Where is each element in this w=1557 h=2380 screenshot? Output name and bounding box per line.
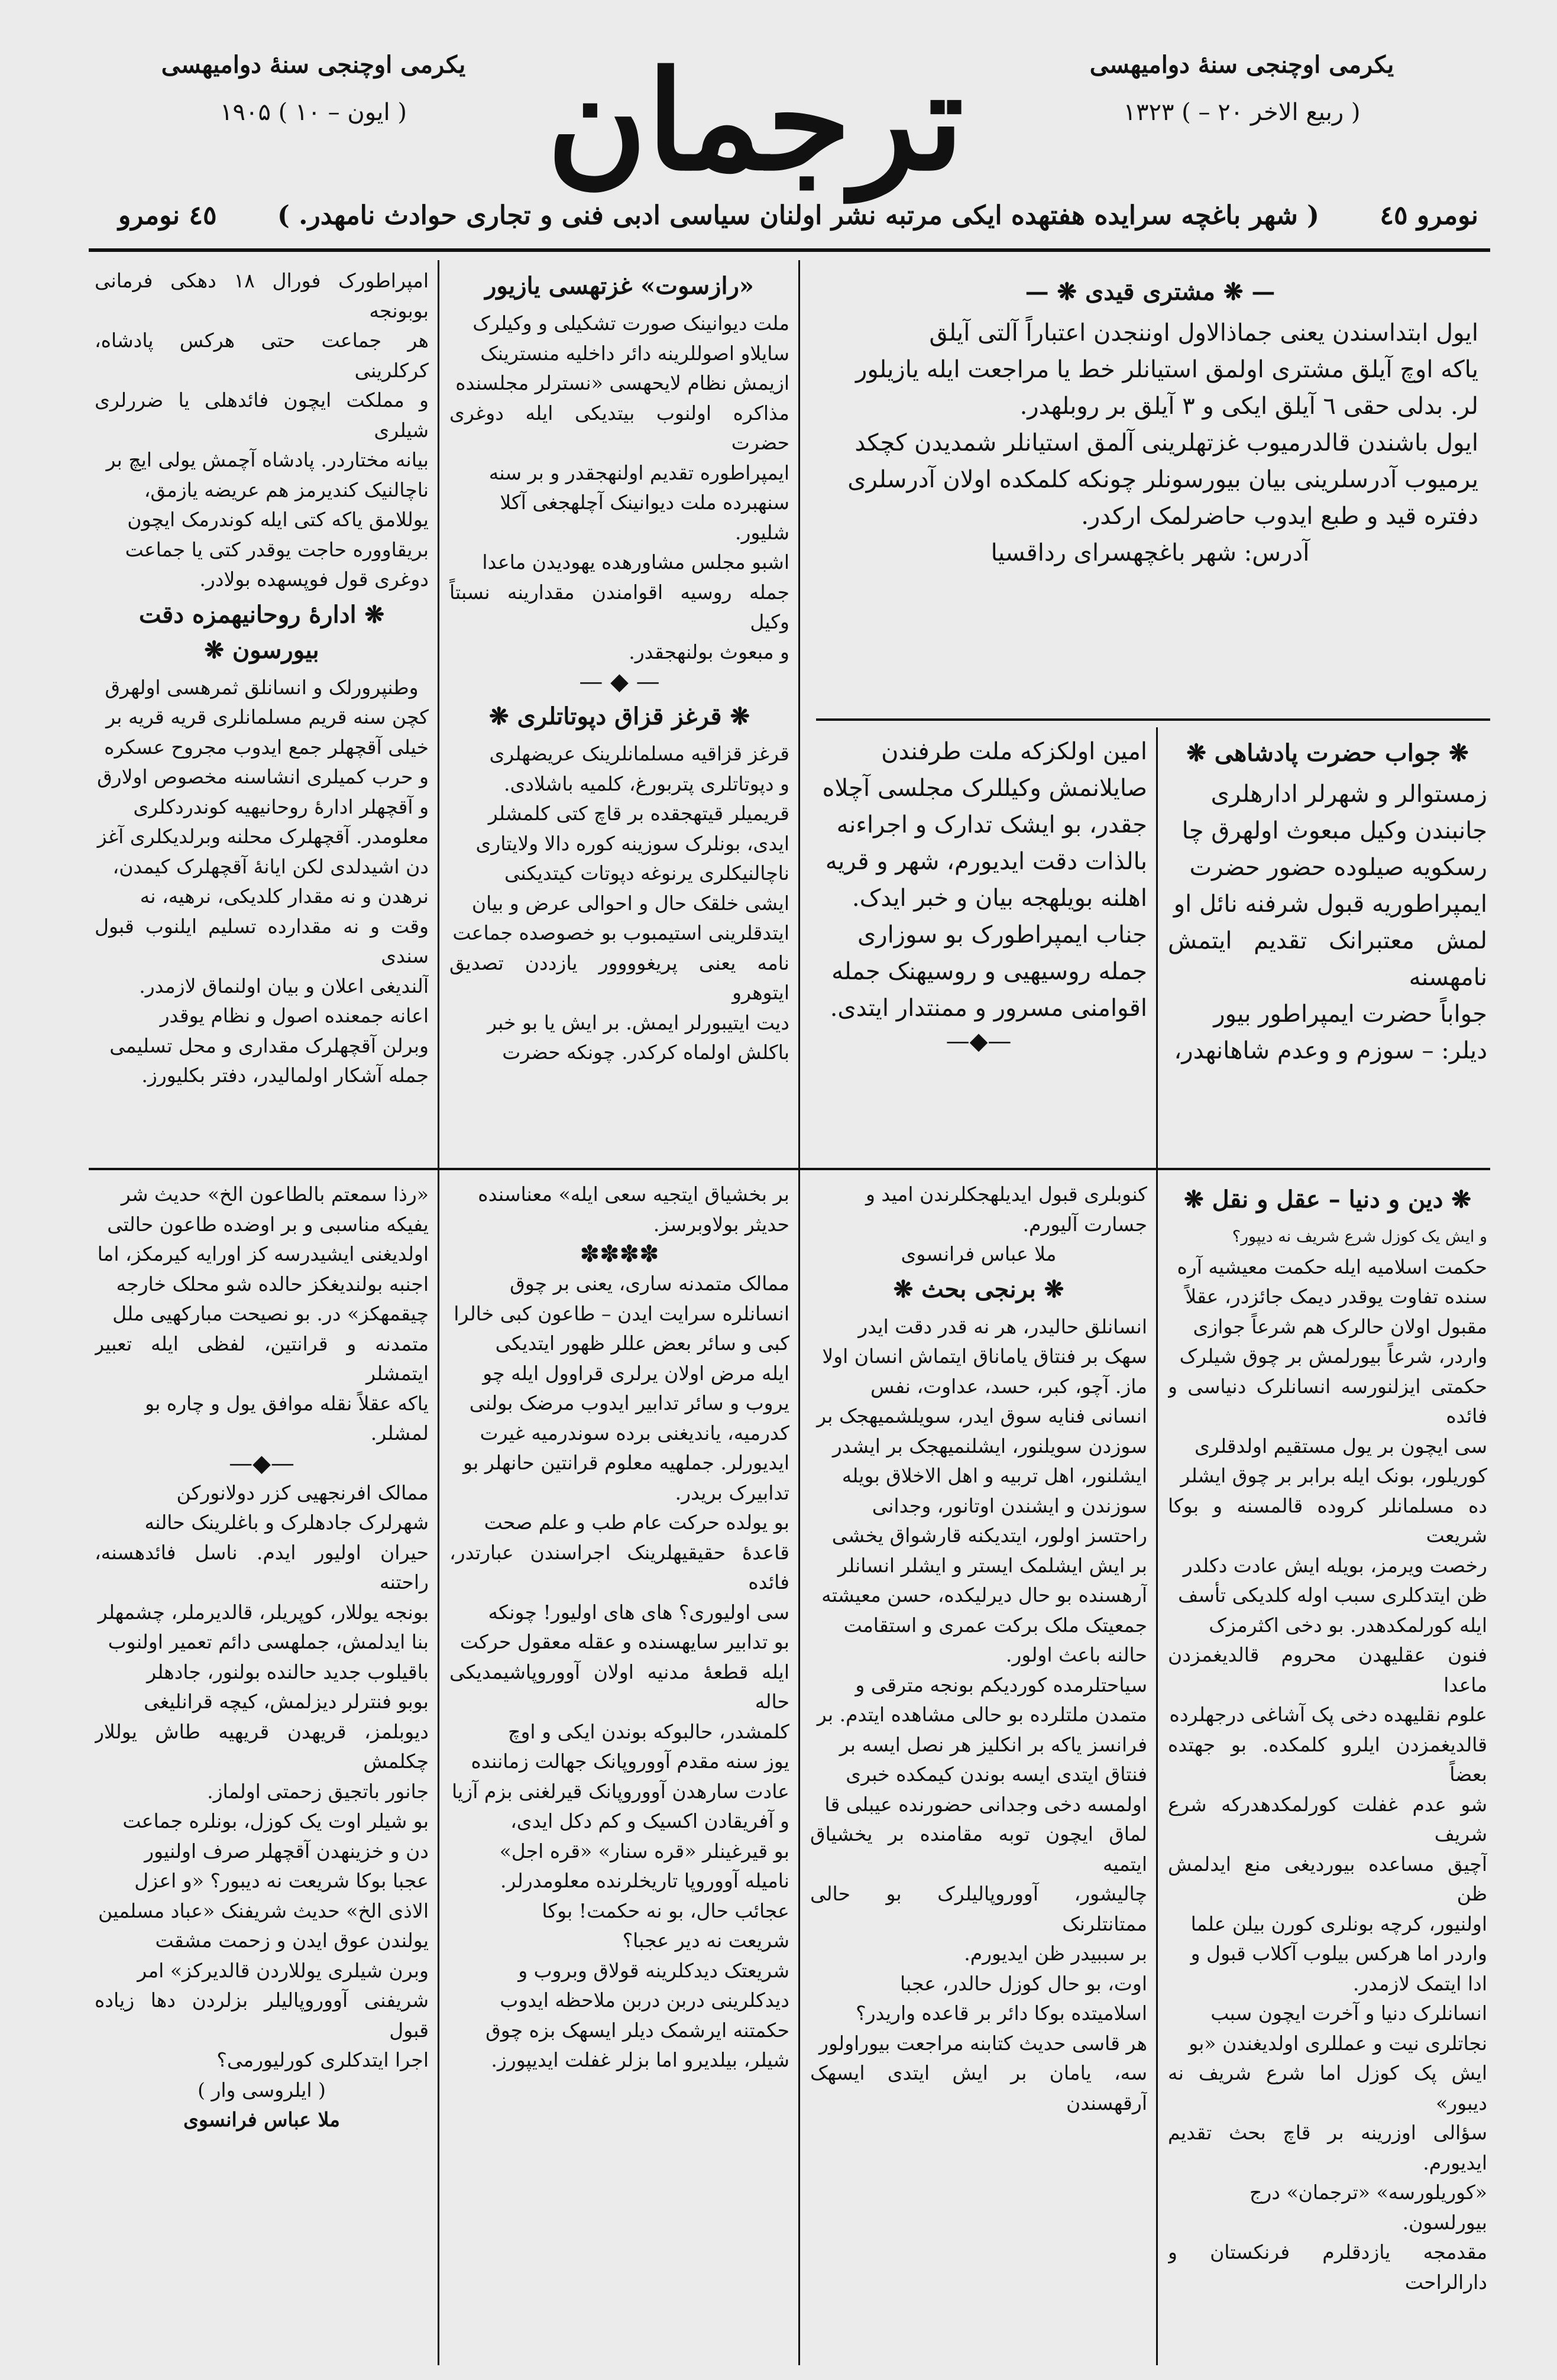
issue-number-right: نومرو ٤٥: [1380, 200, 1478, 231]
quarantine-line: سی اولیوری؟ های های اولیور! چونکه: [488, 1600, 789, 1624]
europe-line: باقیلوب جدید حالنده بولنور، جادهلر: [147, 1660, 429, 1683]
reply-heading: ❋ جواب حضرت پادشاهی ❋: [1186, 739, 1469, 767]
vatan-line: هر جماعت حتی هرکس پادشاه، کرکلرینی: [95, 329, 429, 382]
delegates-line: صایلانمش وکیللرک مجلسی آچلاه: [822, 775, 1147, 802]
kazakh-heading: ❋ قرغز قزاق دپوتاتلری ❋: [489, 702, 750, 730]
discussion-line: اولمسه دخی وجدانی حضورنده عیبلی قا: [824, 1792, 1147, 1816]
vatan-line: نرهدن و نه مقدار کلدیکی، نرهیه، نه: [140, 885, 429, 908]
gazette-heading: «رازسوت» غزتهسی یازیور: [485, 272, 754, 300]
discussion-line: ماز. آچو، کبر، حسد، عداوت، نفس: [870, 1374, 1147, 1398]
religion-line: شو عدم غفلت کورلمکدهدرکه شرع شریف: [1168, 1792, 1487, 1845]
europe-line: متمدنه و قرانتین، لفظی ایله تعبیر ایتمشلر: [95, 1332, 429, 1385]
discussion-heading: ❋ برنجی بحث ❋: [893, 1275, 1064, 1303]
right-year-line: یکرمی اوچنجی سنهٔ دوامیهسی: [1089, 51, 1394, 79]
subscription-address: آدرس: شهر باغچهسرای رداقسیا: [990, 539, 1310, 566]
masthead-title: ترجمان: [546, 41, 964, 201]
discussion-line: کنوبلری قبول ایدیلهجکلرندن امید و: [865, 1183, 1147, 1206]
religion-line: قالدیغمزدن ایلرو کلمکده. بو جهتده بعضاً: [1168, 1733, 1487, 1786]
religion-line: اولنیور، کرچه بونلری کورن بیلن علما: [1190, 1912, 1487, 1935]
delegates-line: اهلنه بویلهجه بیان و خبر ایدک.: [852, 885, 1147, 912]
europe-line: بوبو فنترلر دیزلمش، کیچه قرانلیغی: [144, 1690, 429, 1713]
vatan-line: و آقچهلر ادارهٔ روحانیهیه کوندردکلری: [133, 795, 429, 818]
reply-line: رسکویه صیلوده حضور حضرت: [1189, 854, 1487, 881]
europe-line: اجنبه بولندیغکز حالده شو محلک خارجه: [116, 1272, 429, 1296]
gazette-line: ازیمش نظام لایحهسی «نسترلر مجلسنده: [455, 371, 789, 394]
europe-line: اولدیغنی ایشیدرسه کز اورایه کیرمکز، اما: [97, 1242, 429, 1265]
quarantine-line: عادت سارهدن آووروپانک قیرلغنی بزم آزیا: [452, 1779, 789, 1803]
column-divider-3: [1156, 727, 1158, 2365]
discussion-line: انسانی فنایه سوق ایدر، سویلشمیهجک بر: [817, 1404, 1147, 1427]
europe-line: جانور باتجیق زحمتی اولماز.: [207, 1779, 429, 1803]
vatan-line: و حرب کمیلری انشاسنه مخصوص اولارق: [97, 765, 429, 788]
divider-ornament: — ◆ —: [579, 668, 660, 695]
column-europe: [95, 1180, 429, 2362]
quarantine-line: شریعتک دیدکلرینه قولاق وبروب و: [518, 1958, 789, 1982]
kazakh-line: و دپوتاتلری پتربورغ، کلمیه باشلادی.: [503, 772, 789, 795]
vatan-line: و مملکت ایچون فائدهلی یا ضررلری شیلری: [95, 388, 429, 442]
subscription-heading: — ❋ مشتری قیدی ❋ —: [1025, 278, 1276, 306]
subscription-rule: [816, 718, 1490, 721]
right-date-line: ( ربیع الاخر ۲۰ – ) ۱۳۲۳: [1123, 99, 1361, 126]
religion-line: مقدمجه یازدقلرم فرنکستان و دارالراحت: [1168, 2240, 1487, 2294]
vatan-line: وقت و نه مقدارده تسلیم ایلنوب قبول سندی: [95, 914, 429, 967]
religion-line: ادا ایتمک لازمدر.: [1352, 1971, 1487, 1995]
divider-ornament: ✽✽✽✽: [580, 1241, 659, 1268]
discussion-line: حالنه باعث اولور.: [1005, 1643, 1147, 1666]
gazette-line: سنهبرده ملت دیوانینک آچلهجغی آکلا: [500, 491, 789, 514]
religion-line: «کوریلورسه» «ترجمان» درج: [1250, 2181, 1487, 2204]
europe-line: ممالک افرنجهیی کزر دولانورکن: [176, 1481, 429, 1504]
europe-line: بونجه یوللار، کوپریلر، قالدیرملر، چشمهلر: [98, 1600, 429, 1624]
kazakh-line: ایتدقلرینی استیمبوب بو خصوصده جماعت: [452, 921, 789, 944]
quarantine-line: یوز سنه مقدم آووروپانک جهالت زماننده: [471, 1750, 789, 1773]
discussion-line: لماق ایچون توبه مقامنده بر یخشیاق ایتمیه: [810, 1822, 1147, 1876]
column-gazette: [449, 266, 789, 1159]
vatan-line: بریقاووره حاجت یوقدر کتی یا جماعت: [125, 537, 429, 561]
discussion-line: چالیشور، آووروپالیلرک بو حالی ممتانتلرنک: [810, 1882, 1147, 1935]
article-signature: ملا عباس فرانسوی: [183, 2108, 340, 2131]
religion-line: واردر اما هرکس بیلوب آکلاب قبول و: [1190, 1942, 1487, 1965]
quarantine-line: کبی و سائر بعض عللر ظهور ایتدیکی: [495, 1332, 789, 1355]
quarantine-line: شریعت نه دیر عجبا؟: [622, 1929, 789, 1952]
column-first-discussion: [810, 1180, 1147, 2362]
quarantine-line: بر بخشیاق ایتجیه سعی ایله» معناسنده: [478, 1183, 789, 1206]
gazette-line: ایمپراطوره تقدیم اولنهجقدر و بر سنه: [488, 461, 789, 484]
discussion-line: سوزندن و ایشندن اوتانور، وجدانی: [872, 1494, 1147, 1517]
discussion-line: بر ایش ایشلمک ایستر و ایشلر انسانلر: [837, 1553, 1147, 1577]
vatan-line: امپراطورک فورال ۱۸ دهکی فرمانی بوبونجه: [95, 269, 429, 322]
quarantine-line: بو تدابیر سایهسنده و عقله معقول حرکت: [459, 1630, 789, 1653]
masthead-tagline: ( شهر باغچه سرایده هفتهده ایکی مرتبه نشر اولنان سیاسی ادبی فنی و تجاری حوادث نامهدر. ): [277, 200, 1319, 231]
kazakh-line: ناچالنیکلری یرنوغه دپوتات کیتدیکنی: [504, 862, 789, 885]
masthead-left-corner: [106, 41, 520, 136]
religion-line: حکمت اسلامیه ایله حکمت معیشیه آره: [1177, 1255, 1487, 1278]
column-divider-1: [438, 260, 439, 2365]
vatan-line: کچن سنه قریم مسلمانلری قریه قریه بر: [106, 705, 429, 728]
europe-line: یفیکه مناسبی و بر اوضده طاعون حالتی: [107, 1212, 429, 1236]
quarantine-line: و آفریقادن اکسیک و کم دکل ایدی،: [510, 1809, 789, 1832]
delegates-line: بالذات دقت ایدیورم، شهر و قریه: [825, 848, 1147, 875]
religion-line: سؤالی اوزرینه بر قاچ بحث تقدیم ایدیورم.: [1168, 2121, 1487, 2174]
quarantine-line: انسانلره سرایت ایدن – طاعون کبی خالرا: [454, 1301, 789, 1325]
delegates-line: جناب ایمپراطورک بو سوزاری: [857, 921, 1147, 948]
kazakh-line: قریمیلر قیتهجقده بر قاچ کتی کلمشلر: [488, 802, 789, 825]
vatan-line: آلندیغی اعلان و بیان اولنماق لازمدر.: [139, 974, 429, 998]
discussion-line: سوزدن سویلنور، ایشلنمیهجک بر ایشدر: [832, 1434, 1147, 1458]
discussion-line: جسارت آلیورم.: [1022, 1212, 1147, 1236]
religion-line: فنون عقلیهدن محروم قالدیغمزدن ماعدا: [1168, 1643, 1487, 1696]
discussion-signature: ملا عباس فرانسوی: [901, 1242, 1057, 1265]
reply-line: ایمپراطوریه قبول شرفنه نائل او: [1173, 891, 1487, 918]
quarantine-line: نامیله آووروپا تاریخلرنده معلومدرلر.: [500, 1869, 789, 1892]
discussion-line: فنتاق ایتدی ایسه بوندن کیمکده خبری: [846, 1763, 1147, 1786]
europe-line: دن و خزینهدن آقچهلر صرف اولنیور: [144, 1839, 429, 1863]
europe-line: یاکه عقلاً نقله موافق یول و چاره بو: [145, 1391, 429, 1415]
europe-line: دیوبلمز، قریهدن قریهیه طاش یوللار چکلمش: [95, 1720, 429, 1773]
europe-line: چیقمهکز» در. بو نصیحت مبارکهیی ملل: [112, 1302, 429, 1325]
subscription-line: یرمیوب آدرسلرینی بیان بیورسونلر چونکه کلمکده اولان آدرسلری: [847, 466, 1478, 493]
vatan-line: اعانه جمعنده اصول و نظام یوقدر: [160, 1004, 429, 1027]
europe-line: وبرن شیلری یوللاردن قالدیرکز» امر: [137, 1958, 429, 1982]
kazakh-line: ایدی، بونلرک سوزینه کوره دالا ولایتاری: [475, 831, 789, 855]
kazakh-line: ایشی خلقک حال و احوالی عرض و بیان: [471, 891, 789, 915]
europe-line: اجرا ایتدکلری کورلیورمی؟: [216, 2048, 429, 2071]
quarantine-line: ایدیورلر. جملهیه معلوم قرانتین حانهلر بو: [463, 1451, 789, 1474]
quarantine-line: بو قیرغینلر «قره سنار» «قره اجل»: [499, 1839, 789, 1863]
religion-line: ده مسلمانلر کروده قالمسنه و بوکا شریعت: [1168, 1494, 1487, 1547]
kazakh-line: قرغز قزاقیه مسلمانلرینک عریضهلری: [489, 742, 789, 765]
religion-line: آچیق مساعده بیوردیغی منع ایدلمش ظن: [1168, 1852, 1487, 1905]
discussion-line: ایشلنور، اهل تربیه و اهل الاخلاق بویله: [841, 1464, 1147, 1487]
vatan-line: بیانه مختاردر. پادشاه آچمش یولی ایچ بر: [106, 448, 429, 471]
gazette-line: شلیور.: [734, 520, 789, 544]
europe-line: لمشلر.: [370, 1421, 429, 1445]
discussion-line: آرهسنده بو حال دیرلیکده، حسن معیشته: [821, 1584, 1147, 1607]
europe-line: بنا ایدلمش، جملهسی دائم تعمیر اولنوب: [108, 1630, 429, 1653]
vatan-line: دن اشیدلدی لکن ایانهٔ آقچهلرک کیمدن،: [112, 854, 429, 878]
masthead-subline: [118, 195, 1478, 237]
religion-line: ظن ایتدکلری سبب اوله کلدیکی تأسف: [1178, 1584, 1487, 1607]
quarantine-line: ایله مرض اولان یرلری قراوول ایله چو: [483, 1361, 789, 1385]
quarantine-line: عجائب حال، بو نه حکمت! بوکا: [542, 1899, 789, 1922]
delegates-line: اقوامنی مسرور و ممنتدار ایتدی.: [830, 995, 1147, 1022]
religion-line: انسانلرک دنیا و آخرت ایچون سبب: [1210, 2002, 1487, 2025]
quarantine-line: شیلر، بیلدیرو اما بزلر غفلت ایدیپورز.: [491, 2048, 789, 2071]
religion-quote: و ایش یک کوزل شرع شریف نه دیپور؟: [1232, 1228, 1487, 1246]
gazette-line: مذاکره اولنوب بیتدیکی ایله دوغری حضرت: [449, 401, 789, 454]
religion-line: کوریلور، بونک ایله برابر بر چوق ایشلر: [1180, 1464, 1487, 1487]
discussion-line: اوت، بو حال کوزل حالدر، عجبا: [899, 1971, 1147, 1995]
subscription-line: لر. بدلی حقی ٦ آیلق ایکی و ٣ آیلق بر روبلهدر.: [1019, 393, 1478, 420]
vatan-line: دوغری قول فوپسهده بولادر.: [199, 568, 429, 591]
religion-line: نجاتلری نیت و عمللری اولدیغندن «بو: [1189, 2031, 1487, 2055]
gazette-line: و مبعوث بولنهجقدر.: [629, 640, 789, 663]
quarantine-line: کلمشدر، حالبوکه بوندن ایکی و اوچ: [508, 1720, 789, 1743]
gazette-line: سایلاو اصوللرینه دائر داخلیه منسترینک: [480, 341, 789, 365]
column-delegates: [810, 733, 1147, 1159]
left-date-line: ( ایون – ۱۰ ) ۱۹۰۵: [220, 99, 407, 126]
vatan-heading: وطنپرورلک و انسانلق ثمرهسی اولهرق: [105, 675, 419, 699]
discussion-line: هر قاسی حدیث کتابنه مراجعت بیوراولور: [819, 2031, 1147, 2055]
subscription-line: یاکه اوچ آیلق مشتری اولمق استیانلر خط یا مراجعت ایله یازیلور: [856, 356, 1478, 383]
column-divider-2: [798, 260, 800, 2365]
delegates-line: جمله روسیهیی و روسیهنک جمله: [831, 958, 1147, 985]
europe-line: «رذا سمعتم بالطاعون الخ» حدیث شر: [121, 1183, 429, 1206]
delegates-line: امین اولکزکه ملت طرفندن: [881, 738, 1147, 765]
quarantine-line: بو یولده حرکت عام طب و علم صحت: [484, 1511, 789, 1534]
religion-line: بیورلسون.: [1402, 2210, 1487, 2234]
discussion-line: سه، یامان بر ایش ایتدی ایسهک آرقهسندن: [810, 2061, 1147, 2115]
gazette-line: ملت دیوانینک صورت تشکیلی و وکیلرک: [472, 312, 789, 335]
quarantine-line: دیدکلرینی دربن دربن ملاحظه ایدوب: [500, 1989, 789, 2012]
discussion-line: راحتسز اولور، ایتدیکنه قارشواق یخشی: [831, 1524, 1147, 1547]
gazette-line: اشبو مجلس مشاورهده یهودیدن ماعدا: [482, 551, 789, 574]
kazakh-line: دیت ایتیبورلر ایمش. بر ایش یا بو خبر: [487, 1011, 789, 1034]
discussion-line: فرانسز یاکه بر انکلیز هر نصل ایسه بر: [839, 1733, 1147, 1756]
gazette-line: جمله روسیه اقوامندن مقدارینه نسبتاً وکیل: [449, 580, 789, 633]
middle-rule: [89, 1168, 1490, 1170]
subscription-notice: [822, 272, 1478, 710]
subscription-line: ایول باشندن قالدرمیوب غزتهلرینی آلمق استیانلر شمدیدن کچکد: [854, 429, 1478, 456]
europe-line: یولندن عوق ایدن و زحمت مشقت: [155, 1929, 429, 1952]
quarantine-line: یروب و سائر تدابیر ایدوب مرضک بولنی: [469, 1391, 789, 1414]
religion-line: ایله کورلمکدهدر. بو دخی اکثرمزک: [1209, 1613, 1487, 1637]
quarantine-line: قاعدهٔ حقیقیهلرینک اجراسندن عبارتدر، فائده: [449, 1540, 789, 1594]
divider-ornament: —◆—: [229, 1449, 294, 1477]
issue-number-left: ٤٥ نومرو: [118, 200, 217, 231]
europe-line: شریفنی آووروپالیلر بزلردن دها زیاده قبول: [95, 1989, 429, 2042]
quarantine-line: حدیثر بولاوبرسز.: [653, 1212, 789, 1236]
delegates-line: جقدر، بو ایشک تدارک و اجراءنه: [836, 811, 1147, 838]
religion-line: مقبول اولان حالرک هم شرعاً جوازی: [1193, 1314, 1487, 1338]
vatan-line: معلومدر. آقچهلرک محلنه وبرلدیکلری آغز: [97, 825, 429, 848]
religion-line: حکمتی ایزلنورسه انسانلرک دنیاسی و فائده: [1168, 1374, 1487, 1427]
discussion-line: اسلامیتده بوکا دائر بر قاعده واریدر؟: [856, 2002, 1147, 2025]
religion-line: سی ایچون بر یول مستقیم اولدقلری: [1194, 1434, 1487, 1458]
europe-line: الاذی الخ» حدیث شریفنک «عباد مسلمین: [98, 1899, 429, 1922]
reply-line: لمش معتبرانک تقدیم ایتمش نامهسنه: [1168, 927, 1487, 991]
europe-line: بو شیلر اوت یک کوزل، بونلره جماعت: [122, 1809, 429, 1832]
europe-line: عجبا بوکا شریعت نه دیبور؟ «و اعزل: [134, 1869, 429, 1892]
spiritual-office-heading: ❋ ادارهٔ روحانیهمزه دقت بیورسون ❋: [138, 600, 385, 664]
column-vatan: [95, 266, 429, 1159]
subscription-line: ایول ابتداسندن یعنی جماذالاول اوننجدن اعتباراً آلتی آیلق: [929, 319, 1478, 347]
vatan-line: خیلی آقچهلر جمع ایدوب مجروح عسکره: [104, 735, 429, 759]
discussion-line: متمدن ملتلرده بو حالی مشاهده ایتدم. بر: [817, 1703, 1147, 1726]
religion-line: سنده تفاوت یوقدر دیمک جائزدر، عقلاً: [1185, 1285, 1487, 1308]
reply-line: جواباً حضرت ایمپراطور بیور: [1213, 1000, 1487, 1028]
masthead-rule: [89, 248, 1490, 252]
discussion-line: سیاحتلرمده کوردیکم بونجه مترقی و: [855, 1673, 1147, 1696]
reply-line: دیلر: – سوزم و وعدم شاهانهدر،: [1174, 1037, 1487, 1064]
religion-line: علوم نقلیهده دخی پک آشاغی درجهلرده: [1169, 1703, 1487, 1726]
religion-line: رخصت ویرمز، بویله ایش عادت دکلدر: [1183, 1553, 1487, 1577]
vatan-line: یوللامق یاکه کتی ایله کوندرمک ایچون: [127, 508, 429, 531]
quarantine-line: کدرمیه، یاندیغنی برده سوندرمیه غیرت: [480, 1421, 789, 1445]
masthead-right-corner: [1035, 41, 1449, 136]
left-year-line: یکرمی اوچنجی سنهٔ دوامیهسی: [161, 51, 466, 79]
column-reply: [1168, 733, 1487, 1159]
discussion-line: سهک بر فنتاق یاماناق ایتماش انسان اولا: [822, 1345, 1147, 1368]
vatan-line: وبرلن آقچهلرک مقداری و محل تسلیمی: [109, 1034, 429, 1057]
vatan-line: جمله آشکار اولمالیدر، دفتر بکلیورز.: [141, 1064, 429, 1087]
europe-line: حیران اولیور ایدم. ناسل فائدهسنه، راحتنه: [95, 1540, 429, 1594]
quarantine-line: ممالک متمدنه ساری، یعنی بر چوق: [510, 1272, 789, 1295]
column-quarantine: [449, 1180, 789, 2362]
vatan-line: ناچالنیک کندیرمز هم عریضه یازمق،: [144, 478, 429, 501]
quarantine-line: حکمتنه ایرشمک دیلر ایسهک بزه چوق: [485, 2018, 789, 2042]
reply-line: جانبندن وکیل مبعوث اولهرق چا: [1181, 817, 1487, 844]
divider-ornament: —◆—: [946, 1028, 1012, 1055]
quarantine-line: ایله قطعهٔ مدنیه اولان آووروپاشیمدیکی حاله: [449, 1660, 789, 1713]
religion-line: ایش پک کوزل اما شرع شریف نه دیبور»: [1168, 2061, 1487, 2115]
discussion-line: جمعیتک ملک برکت عمری و استقامت: [843, 1613, 1147, 1637]
kazakh-line: باکلش اولماه کرکدر. چونکه حضرت: [502, 1041, 789, 1064]
discussion-line: انسانلق حالیدر، هر نه قدر دقت ایدر: [858, 1314, 1147, 1338]
reply-line: زمستوالر و شهرلر ادارهلری: [1210, 781, 1487, 808]
column-religion: [1168, 1180, 1487, 2362]
continued-note: ( ایلروسی وار ): [198, 2078, 326, 2101]
religion-heading: ❋ دین و دنیا – عقل و نقل ❋: [1184, 1186, 1471, 1213]
discussion-line: بر سببیدر ظن ایدیورم.: [964, 1942, 1147, 1965]
europe-line: شهرلرک جادهلرک و باغلرینک حالنه: [144, 1511, 429, 1534]
quarantine-line: تدابیرک بریدر.: [675, 1481, 789, 1504]
religion-line: واردر، شرعاً بیورلمش بر چوق شیلرک: [1179, 1345, 1487, 1368]
kazakh-line: نامه یعنی پریغوووور یازددن تصدیق ایتوهرو: [449, 951, 789, 1004]
subscription-line: دفتره قید و طبع ایدوب حاضرلمک ارکدر.: [1081, 503, 1478, 530]
